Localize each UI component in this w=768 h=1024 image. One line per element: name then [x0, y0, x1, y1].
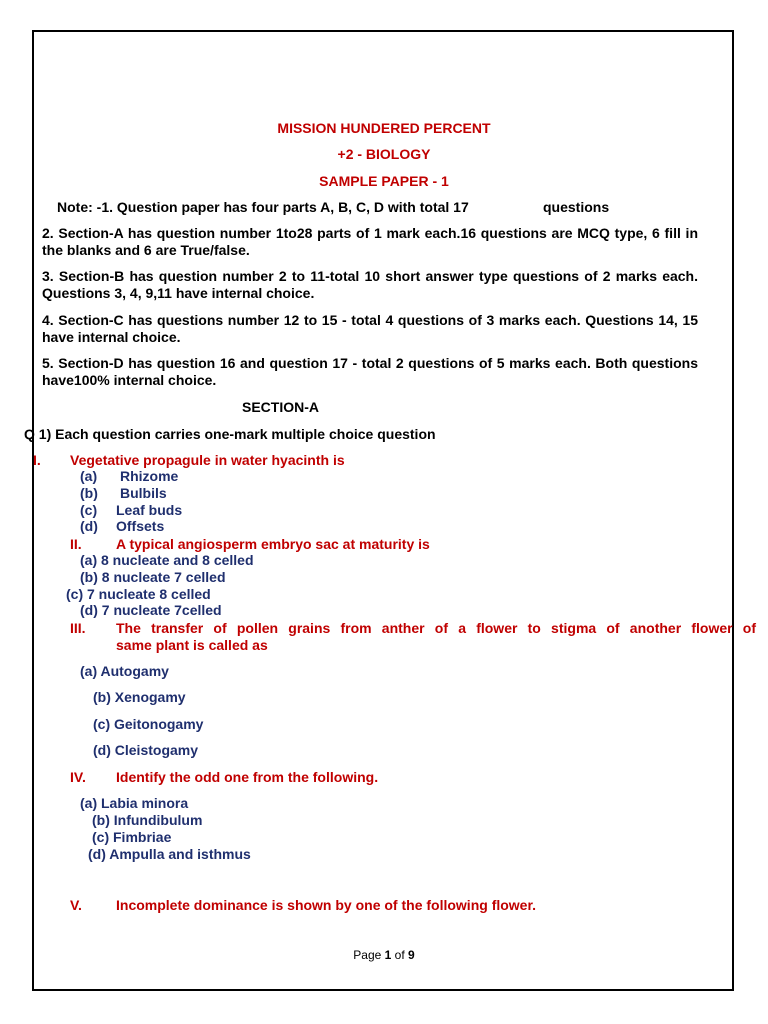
option-item: (a) 8 nucleate and 8 celled: [80, 552, 254, 568]
footer-total-pages: 9: [408, 948, 415, 962]
note-1-main: Note: -1. Question paper has four parts A, B, C, D with total 17: [57, 199, 469, 215]
option-item: (c) Geitonogamy: [93, 716, 204, 732]
question-num-iv: IV.: [70, 769, 86, 785]
question-num-v: V.: [70, 897, 82, 913]
option-item: (a) Autogamy: [80, 663, 169, 679]
option-item: (d) Ampulla and isthmus: [88, 846, 251, 862]
option-item: (c) 7 nucleate 8 celled: [66, 586, 211, 602]
question-num-iii: III.: [70, 620, 86, 636]
option-text: Bulbils: [120, 485, 167, 501]
option-text: Offsets: [116, 518, 165, 534]
note-3: 3. Section-B has question number 2 to 11-total 10 short answer type questions of 2 marks each. Questions 3, 4, 9,11 have internal choice.: [42, 268, 698, 301]
question-num-i: I.: [33, 452, 41, 468]
option-label: (c): [80, 502, 98, 518]
option-item: (d) 7 nucleate 7celled: [80, 602, 222, 618]
page-footer: [0, 948, 768, 962]
option-label: (d): [80, 518, 98, 534]
question-text-iv: Identify the odd one from the following.: [116, 769, 379, 785]
option-item: (b) 8 nucleate 7 celled: [80, 569, 226, 585]
option-item: (b) Infundibulum: [92, 812, 203, 828]
question-text-iii-line-2: same plant is called as: [116, 637, 268, 653]
option-label: (a): [80, 468, 98, 484]
question-num-ii: II.: [70, 536, 82, 552]
option-label: (b): [80, 485, 98, 501]
option-item: (c) Fimbriae: [92, 829, 172, 845]
option-text: Leaf buds: [116, 502, 183, 518]
question-1-intro: Q 1) Each question carries one-mark multiple choice question: [24, 426, 436, 442]
note-5: 5. Section-D has question 16 and question 17 - total 2 questions of 5 marks each. Both questions have100% internal choice.: [42, 355, 698, 388]
paper-number: SAMPLE PAPER - 1: [319, 173, 449, 189]
option-text: Rhizome: [120, 468, 179, 484]
note-4: 4. Section-C has questions number 12 to 15 - total 4 questions of 3 marks each. Questions 14, 15 have internal choice.: [42, 312, 698, 345]
section-a-heading: SECTION-A: [242, 399, 319, 415]
note-1-tail: questions: [543, 199, 610, 215]
question-text-v: Incomplete dominance is shown by one of the following flower.: [116, 897, 537, 913]
footer-of-word: of: [394, 948, 405, 962]
paper-title: MISSION HUNDERED PERCENT: [277, 120, 491, 136]
footer-page-word: Page: [353, 948, 382, 962]
question-text-ii: A typical angiosperm embryo sac at maturity is: [116, 536, 430, 552]
footer-current-page: 1: [384, 948, 392, 962]
option-item: (b) Xenogamy: [93, 689, 186, 705]
option-item: (a) Labia minora: [80, 795, 189, 811]
paper-subject: +2 - BIOLOGY: [337, 146, 431, 162]
question-text-i: Vegetative propagule in water hyacinth is: [70, 452, 345, 468]
note-2: 2. Section-A has question number 1to28 parts of 1 mark each.16 questions are MCQ type, 6 fill in the blanks and 6 are True/false.: [42, 225, 698, 258]
option-item: (d) Cleistogamy: [93, 742, 199, 758]
question-text-iii-line-1: The transfer of pollen grains from anther of a flower to stigma of another flower of: [116, 620, 756, 636]
